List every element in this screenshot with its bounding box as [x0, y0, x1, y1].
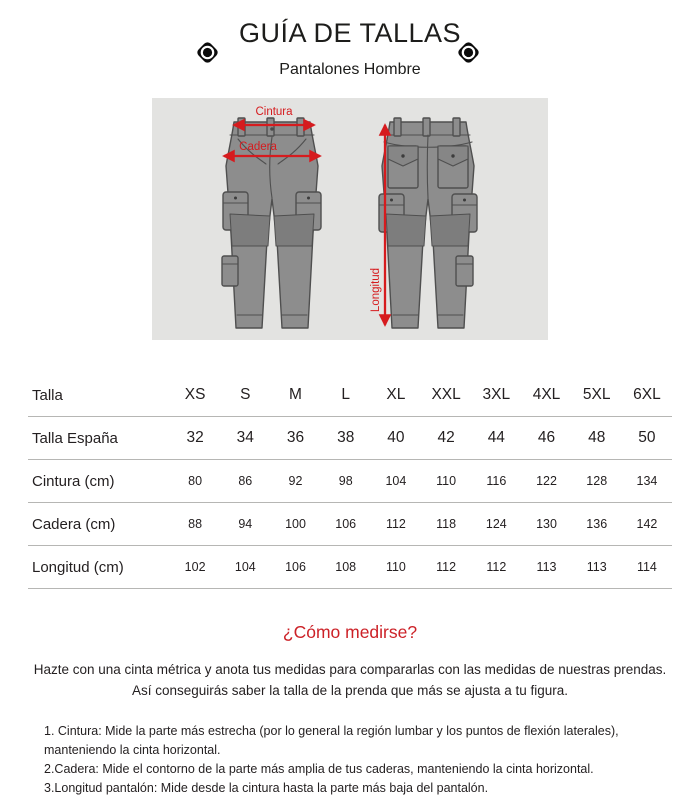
row-label: Longitud (cm) — [32, 558, 124, 576]
table-cell: 6XL — [633, 386, 661, 403]
table-cell: 32 — [186, 429, 204, 446]
table-cell: 4XL — [532, 386, 561, 403]
how-to-measure-heading: ¿Cómo medirse? — [282, 622, 418, 642]
how-to-measure-intro — [0, 659, 700, 701]
table-cell: 36 — [286, 429, 305, 446]
table-cell: 130 — [536, 517, 557, 531]
table-cell: 118 — [436, 517, 457, 531]
table-cell: S — [240, 386, 251, 403]
table-cell: 46 — [537, 429, 556, 446]
page-subtitle: Pantalones Hombre — [279, 61, 421, 78]
page-title: GUÍA DE TALLAS — [238, 18, 462, 48]
table-cell: 34 — [236, 429, 254, 446]
table-cell: 3XL — [482, 386, 511, 403]
table-cell: 40 — [387, 429, 405, 446]
table-cell: 106 — [335, 517, 357, 531]
size-table — [28, 374, 672, 589]
pants-measurement-diagram — [152, 98, 548, 340]
row-label: Talla — [32, 386, 63, 404]
table-cell: 104 — [234, 560, 256, 574]
table-cell: 42 — [437, 429, 455, 446]
table-row — [28, 417, 672, 460]
table-cell: 124 — [485, 517, 507, 531]
table-cell: 86 — [238, 474, 253, 488]
table-cell: 112 — [385, 517, 406, 531]
measure-note: 1. Cintura: Mide la parte más estrecha (por lo general la región lumbar y los puntos de flexión laterales), manteniendo la cinta horizontal. — [44, 724, 619, 757]
length-arrow-label: Longitud — [370, 267, 382, 313]
table-cell: 110 — [436, 474, 457, 488]
table-cell: 142 — [636, 517, 658, 531]
table-cell: 134 — [636, 474, 658, 488]
table-cell: 112 — [486, 560, 507, 574]
table-cell: 48 — [588, 429, 606, 446]
table-cell: M — [289, 386, 302, 403]
measure-note: 2.Cadera: Mide el contorno de la parte más amplia de tus caderas, manteniendo la cinta horizontal. — [44, 762, 594, 776]
table-cell: 136 — [586, 517, 608, 531]
diagram-background — [152, 98, 548, 340]
table-cell: 113 — [536, 560, 557, 574]
table-cell: 106 — [285, 560, 306, 574]
table-cell: 50 — [638, 429, 656, 446]
table-cell: 110 — [385, 560, 406, 574]
table-cell: 80 — [188, 474, 203, 488]
table-cell: 116 — [486, 474, 507, 488]
table-cell: 88 — [188, 517, 203, 531]
row-label: Talla España — [32, 429, 118, 447]
table-cell: XXL — [431, 386, 461, 403]
measure-notes — [44, 722, 674, 798]
table-cell: 5XL — [582, 386, 611, 403]
table-cell: 94 — [238, 517, 253, 531]
table-cell: 114 — [636, 560, 657, 574]
table-cell: 102 — [184, 560, 206, 574]
table-cell: 108 — [335, 560, 357, 574]
waist-arrow-label: Cintura — [255, 106, 293, 118]
table-row — [28, 546, 672, 589]
table-cell: 128 — [586, 474, 608, 488]
table-cell: 44 — [487, 429, 505, 446]
table-cell: 122 — [536, 474, 557, 488]
table-cell: XS — [184, 386, 206, 403]
table-cell: XL — [386, 386, 406, 403]
table-cell: 98 — [338, 474, 353, 488]
intro-line-1: Hazte con una cinta métrica y anota tus medidas para compararlas con las medidas de nuestras prendas. — [33, 662, 667, 677]
measure-note: 3.Longitud pantalón: Mide desde la cintura hasta la parte más baja del pantalón. — [44, 781, 489, 795]
table-cell: 38 — [337, 429, 355, 446]
table-row — [28, 503, 672, 546]
row-label: Cintura (cm) — [32, 472, 115, 490]
table-cell: 104 — [385, 474, 407, 488]
table-cell: 92 — [288, 474, 303, 488]
table-cell: L — [341, 386, 351, 403]
row-label: Cadera (cm) — [32, 515, 116, 533]
table-cell: 100 — [285, 517, 306, 531]
intro-line-2: Así conseguirás saber la talla de la prenda que más se ajusta a tu figura. — [131, 683, 568, 698]
table-row — [28, 374, 672, 417]
hip-arrow-label: Cadera — [239, 141, 277, 153]
table-cell: 112 — [436, 560, 457, 574]
table-row — [28, 460, 672, 503]
table-cell: 113 — [586, 560, 607, 574]
